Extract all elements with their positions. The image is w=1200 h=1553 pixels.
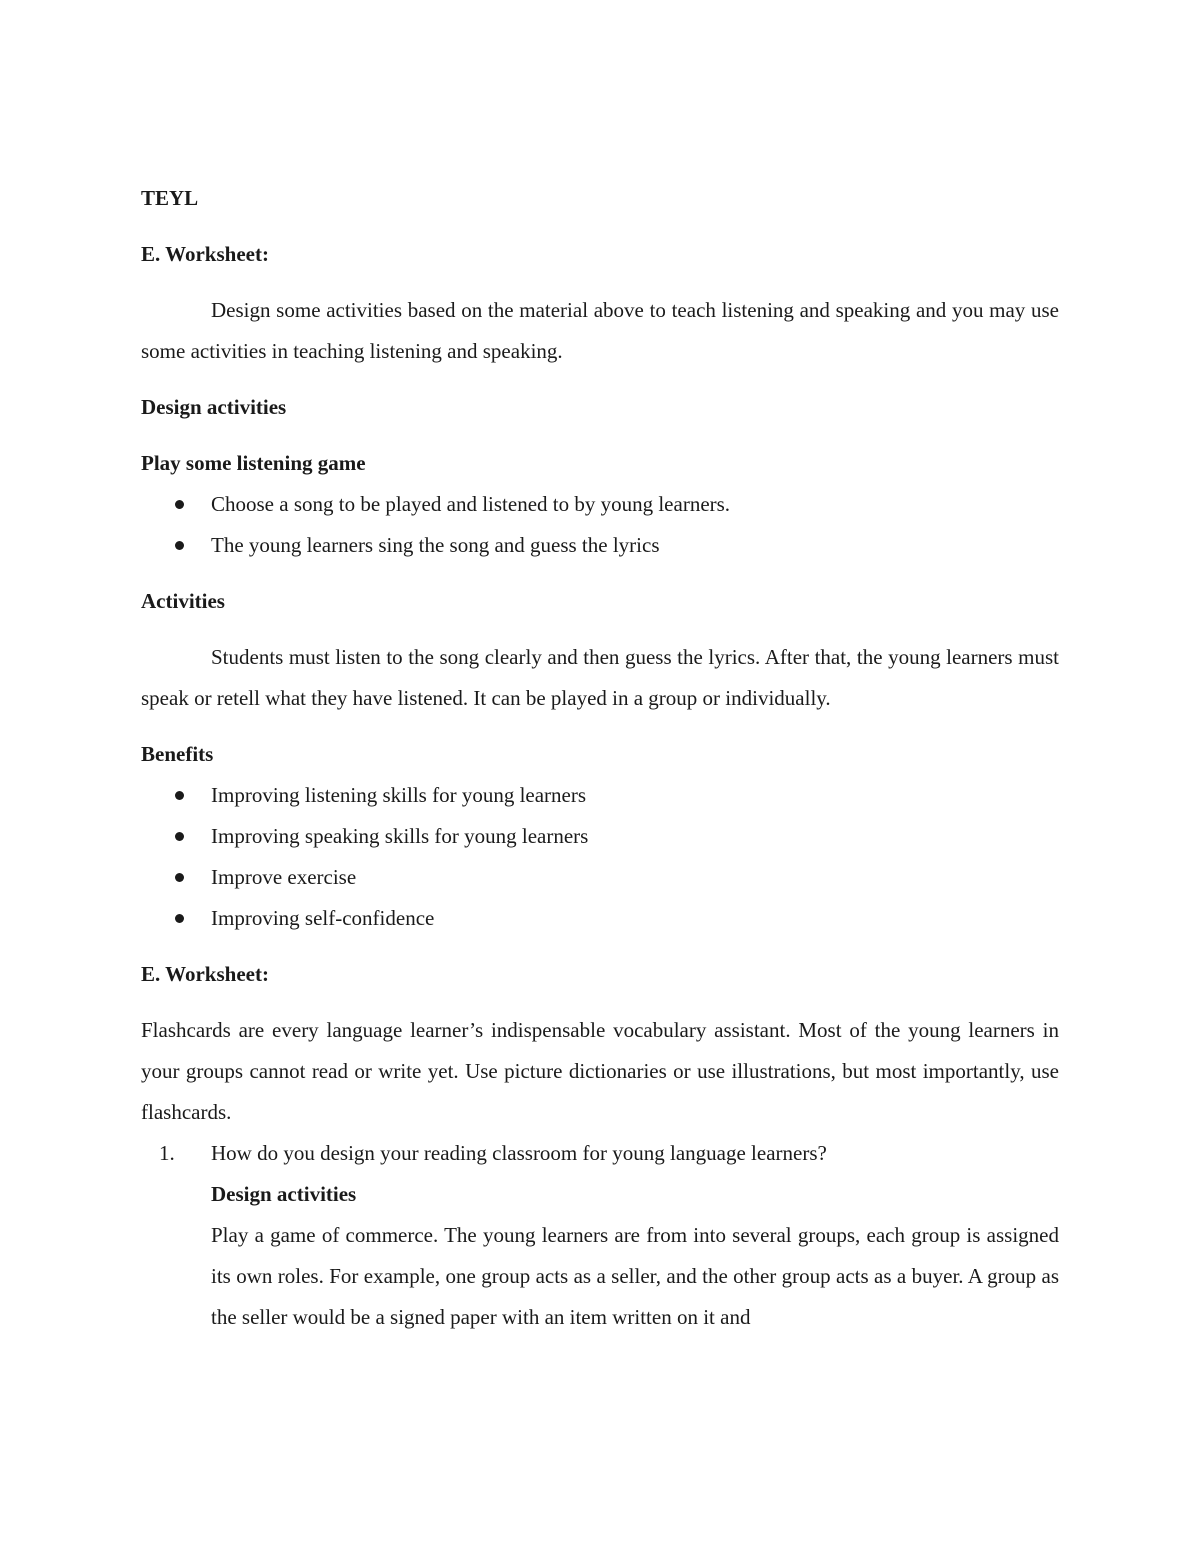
list-item — [141, 525, 1059, 566]
list-item — [141, 775, 1059, 816]
bullet-icon — [175, 914, 184, 923]
list-item-text: Improve exercise — [211, 865, 357, 889]
bullet-icon — [175, 500, 184, 509]
game-list — [141, 484, 1059, 566]
list-item-text: The young learners sing the song and guess the lyrics — [211, 533, 660, 557]
bullet-icon — [175, 541, 184, 550]
design-activities-heading: Design activities — [141, 395, 287, 419]
benefits-heading: Benefits — [141, 742, 214, 766]
document-title: TEYL — [141, 186, 199, 210]
section1-intro: Design some activities based on the material above to teach listening and speaking and you may use some activities in teaching listening and speaking. — [141, 298, 1059, 363]
bullet-icon — [175, 873, 184, 882]
list-item — [141, 857, 1059, 898]
activities-heading: Activities — [141, 589, 225, 613]
question-list — [141, 1133, 1059, 1338]
list-item-text: Improving speaking skills for young learners — [211, 824, 589, 848]
question-number: 1. — [159, 1141, 175, 1165]
list-item — [141, 816, 1059, 857]
list-item — [141, 898, 1059, 939]
listening-game-heading: Play some listening game — [141, 451, 366, 475]
question-text: How do you design your reading classroom for young language learners? — [211, 1141, 827, 1165]
question-answer: Play a game of commerce. The young learners are from into several groups, each group is assigned its own roles. For example, one group acts as a seller, and the other group acts as a buyer. A group as the seller would be a signed paper with an item written on it and — [211, 1223, 1059, 1329]
list-item-text: Improving listening skills for young learners — [211, 783, 587, 807]
question-design-heading: Design activities — [211, 1182, 357, 1206]
activities-text: Students must listen to the song clearly and then guess the lyrics. After that, the young learners must speak or retell what they have listened. It can be played in a group or individually. — [141, 645, 1059, 710]
list-item — [141, 484, 1059, 525]
benefits-list — [141, 775, 1059, 939]
section2-heading: E. Worksheet: — [141, 962, 269, 986]
question-item — [141, 1133, 1059, 1338]
bullet-icon — [175, 832, 184, 841]
document-page — [141, 178, 1059, 1338]
section1-heading: E. Worksheet: — [141, 242, 269, 266]
bullet-icon — [175, 791, 184, 800]
section2-intro: Flashcards are every language learner’s indispensable vocabulary assistant. Most of the young learners in your groups cannot read or write yet. Use picture dictionaries or use illustrations, but most importantly, use flashcards. — [141, 1018, 1059, 1124]
list-item-text: Improving self-confidence — [211, 906, 435, 930]
list-item-text: Choose a song to be played and listened to by young learners. — [211, 492, 731, 516]
